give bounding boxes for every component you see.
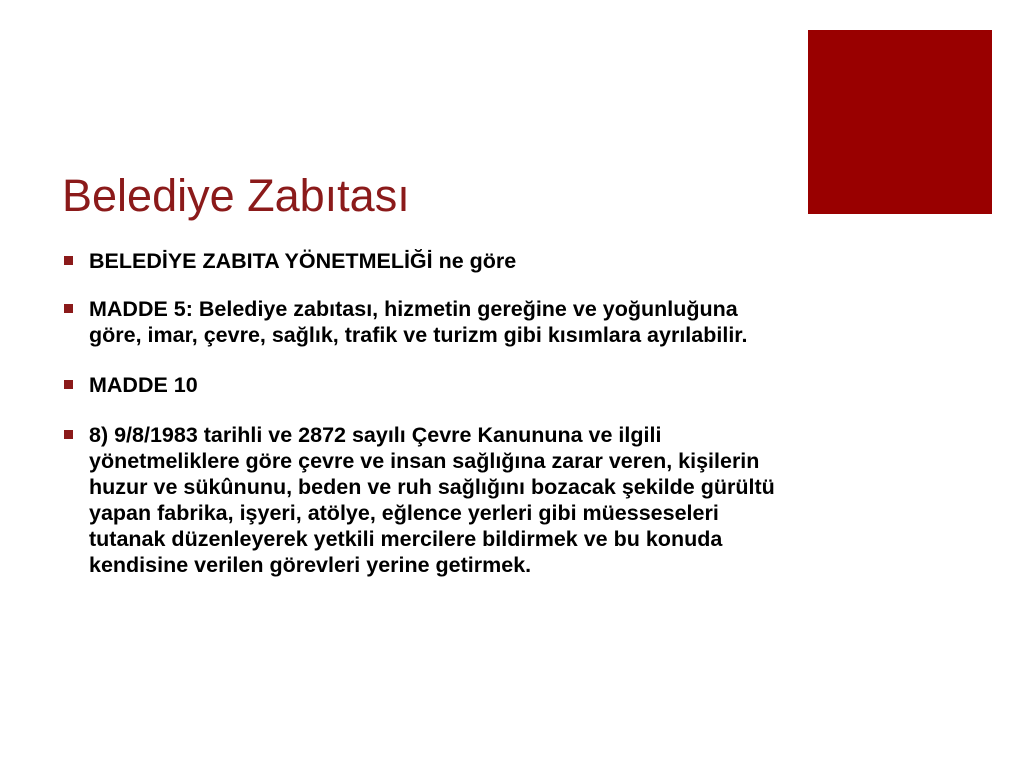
bullet-item [62, 248, 782, 274]
square-bullet-icon [64, 256, 73, 265]
bullet-item [62, 422, 782, 578]
bullet-text: BELEDİYE ZABITA YÖNETMELİĞİ ne göre [89, 249, 517, 273]
square-bullet-icon [64, 380, 73, 389]
accent-block [808, 30, 992, 214]
bullet-text: MADDE 5: Belediye zabıtası, hizmetin gereğine ve yoğunluğuna göre, imar, çevre, sağlık, trafik ve turizm gibi kısımlara ayrılabilir. [89, 297, 748, 347]
bullet-list [62, 248, 782, 600]
slide-title: Belediye Zabıtası [62, 170, 410, 221]
bullet-item [62, 296, 782, 348]
bullet-text: 8) 9/8/1983 tarihli ve 2872 sayılı Çevre Kanununa ve ilgili yönetmeliklere göre çevre ve insan sağlığına zarar veren, kişilerin huzur ve sükûnunu, beden ve ruh sağlığını bozacak şekilde gürültü yapan fabrika, işyeri, atölye, eğlence yerleri gibi müesseseleri tutanak düzenleyerek yetkili mercilere bildirmek ve bu konuda kendisine verilen görevleri yerine getirmek. [89, 423, 775, 577]
square-bullet-icon [64, 430, 73, 439]
bullet-item [62, 372, 782, 398]
bullet-text: MADDE 10 [89, 373, 198, 397]
square-bullet-icon [64, 304, 73, 313]
